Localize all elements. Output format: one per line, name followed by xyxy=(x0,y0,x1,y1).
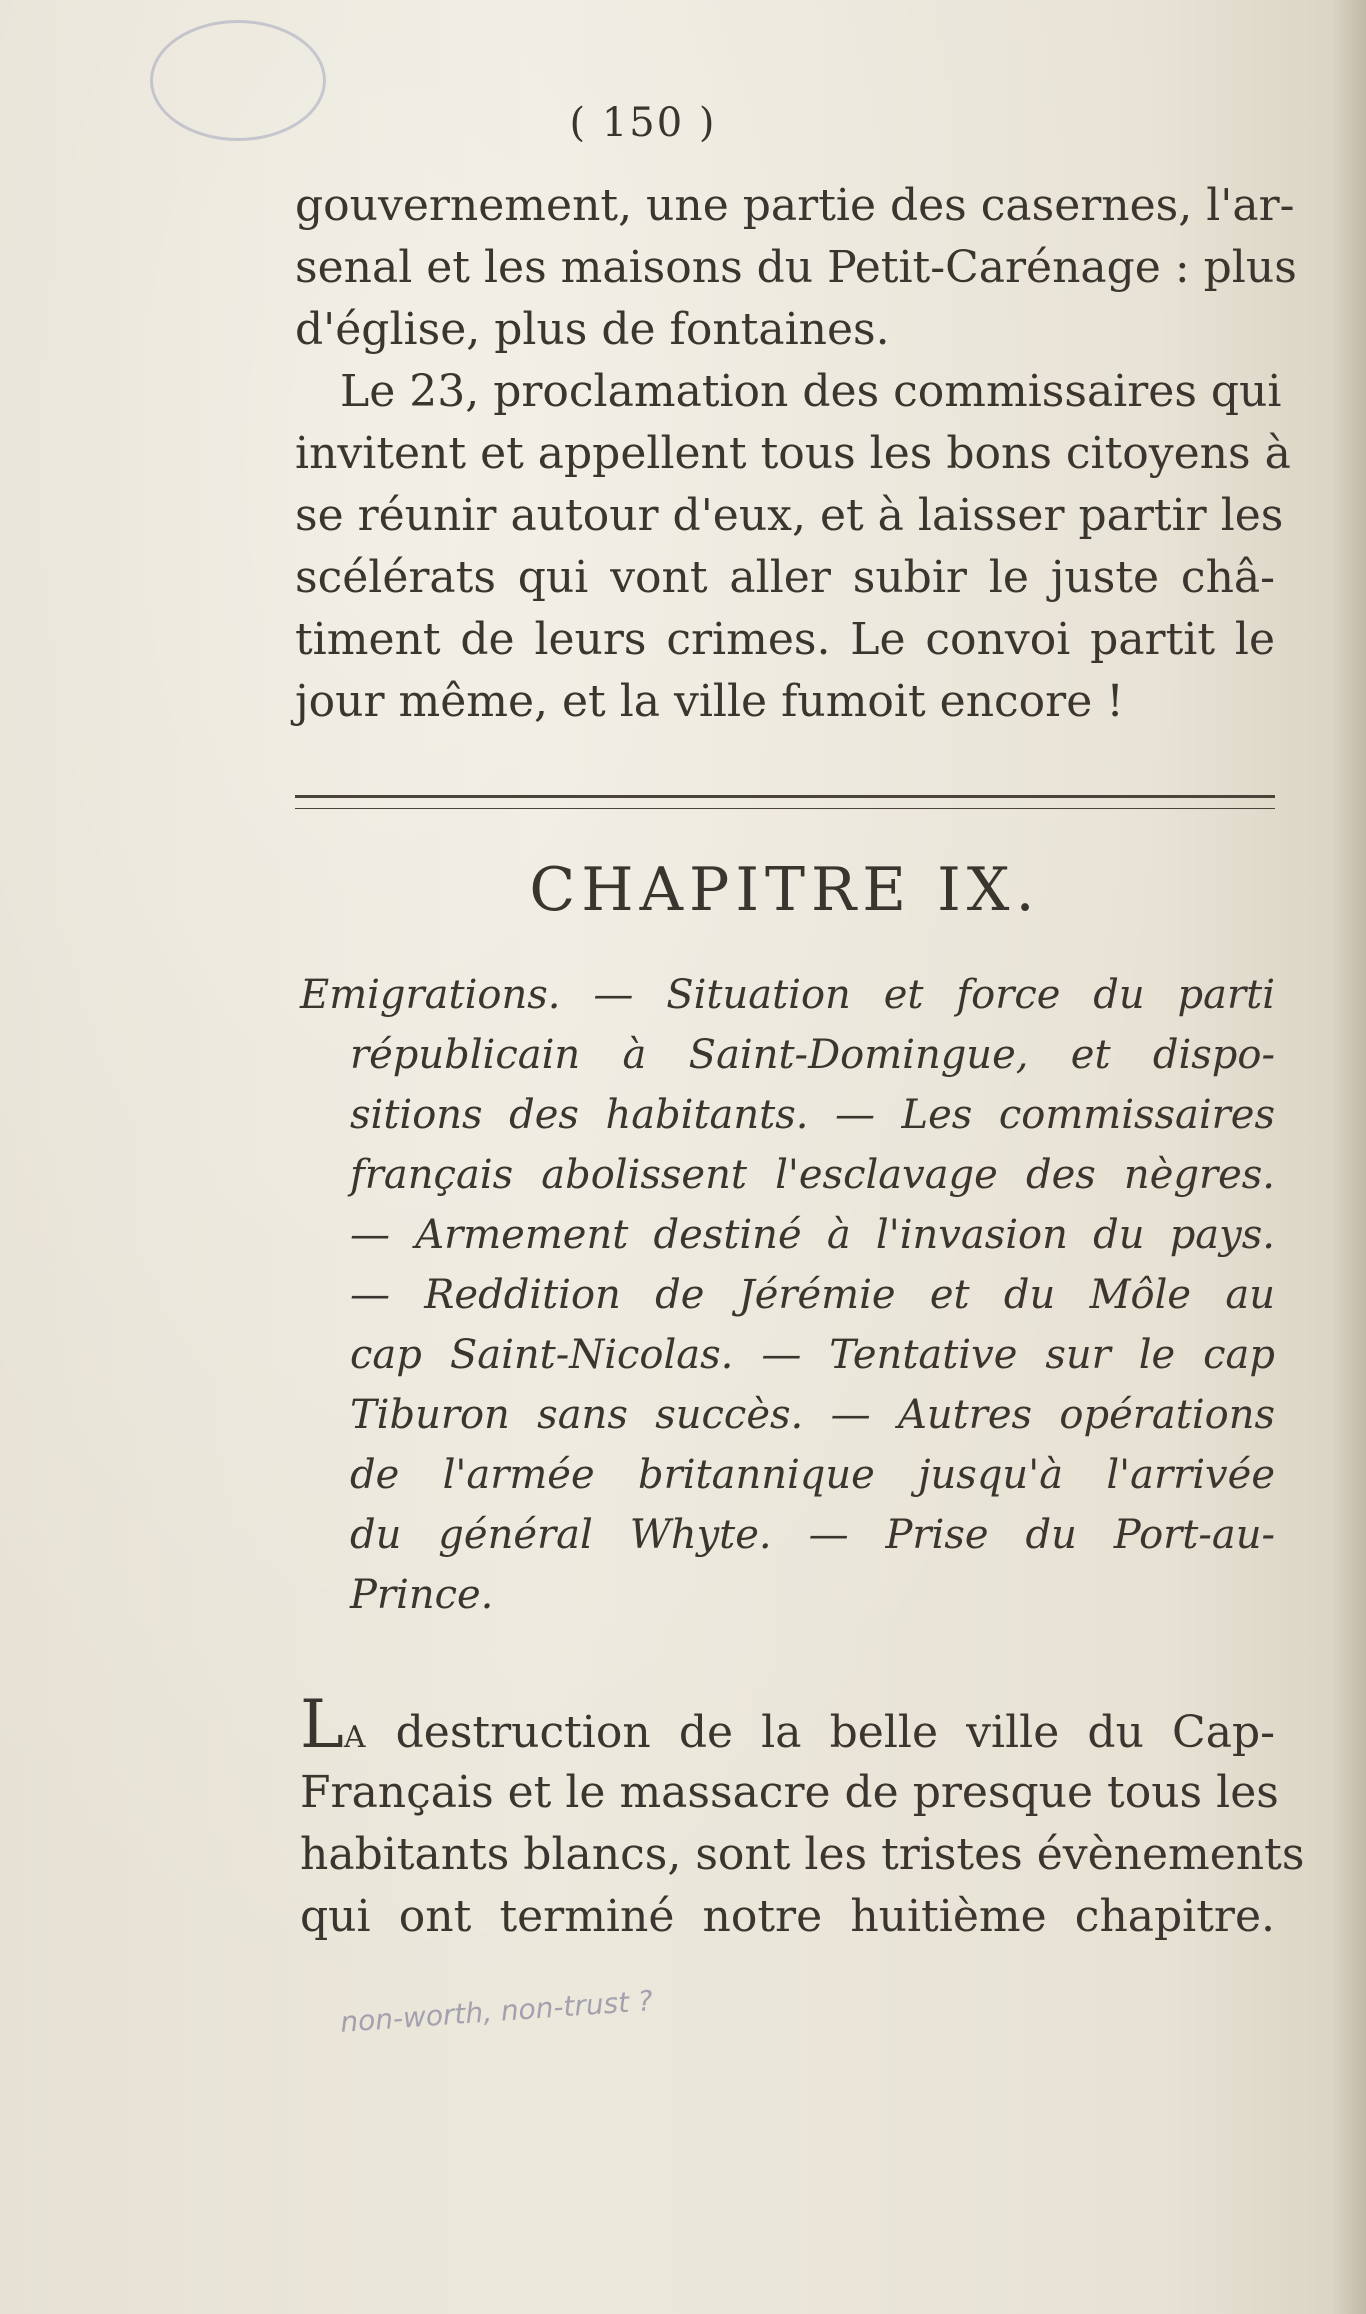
text-line xyxy=(300,1686,1275,1763)
chapter-divider-rule xyxy=(295,795,1275,809)
text-line: qui ont terminé notre huitième chapitre. xyxy=(300,1891,1275,1942)
text-line: timent de leurs crimes. Le convoi partit le xyxy=(295,614,1275,665)
text-line: scélérats qui vont aller subir le juste châ- xyxy=(295,552,1275,603)
chapter-title: CHAPITRE IX. xyxy=(529,855,1041,925)
text-line: invitent et appellent tous les bons citoyens à xyxy=(295,428,1291,479)
first-line-text: destruction de la belle ville du Cap- xyxy=(395,1707,1275,1758)
summary-line: Prince. xyxy=(350,1572,494,1618)
text-line: gouvernement, une partie des casernes, l'ar- xyxy=(295,180,1295,231)
summary-line: Emigrations. — Situation et force du parti xyxy=(300,972,1275,1018)
text-line: Le 23, proclamation des commissaires qui xyxy=(340,366,1282,417)
text-line: d'église, plus de fontaines. xyxy=(295,304,890,355)
summary-line: de l'armée britannique jusqu'à l'arrivée xyxy=(350,1452,1275,1498)
page-number: ( 150 ) xyxy=(569,100,717,146)
text-line: habitants blancs, sont les tristes évènements xyxy=(300,1829,1305,1880)
summary-line: républicain à Saint-Domingue, et dispo- xyxy=(350,1032,1275,1078)
opening-paragraph xyxy=(300,1686,1305,1948)
summary-line: cap Saint-Nicolas. — Tentative sur le cap xyxy=(350,1332,1275,1378)
summary-line: sitions des habitants. — Les commissaires xyxy=(350,1092,1275,1138)
pencil-annotation: non-worth, non-trust ? xyxy=(339,1984,654,2039)
summary-line: — Reddition de Jérémie et du Môle au xyxy=(350,1272,1275,1318)
drop-cap: L xyxy=(300,1686,344,1763)
summary-line: Tiburon sans succès. — Autres opérations xyxy=(350,1392,1275,1438)
text-line: senal et les maisons du Petit-Carénage : plus xyxy=(295,242,1297,293)
summary-line: du général Whyte. — Prise du Port-au- xyxy=(350,1512,1275,1558)
paragraph-23 xyxy=(295,361,1291,733)
text-line: jour même, et la ville fumoit encore ! xyxy=(295,676,1124,727)
page-edge-shadow xyxy=(1332,0,1366,2314)
small-caps: A xyxy=(343,1720,368,1755)
summary-line: — Armement destiné à l'invasion du pays. xyxy=(350,1212,1275,1258)
text-line: se réunir autour d'eux, et à laisser partir les xyxy=(295,490,1284,541)
text-line: Français et le massacre de presque tous les xyxy=(300,1767,1279,1818)
continued-paragraph xyxy=(295,175,1297,361)
summary-line: français abolissent l'esclavage des nègres. xyxy=(350,1152,1275,1198)
chapter-summary xyxy=(300,965,1275,1625)
